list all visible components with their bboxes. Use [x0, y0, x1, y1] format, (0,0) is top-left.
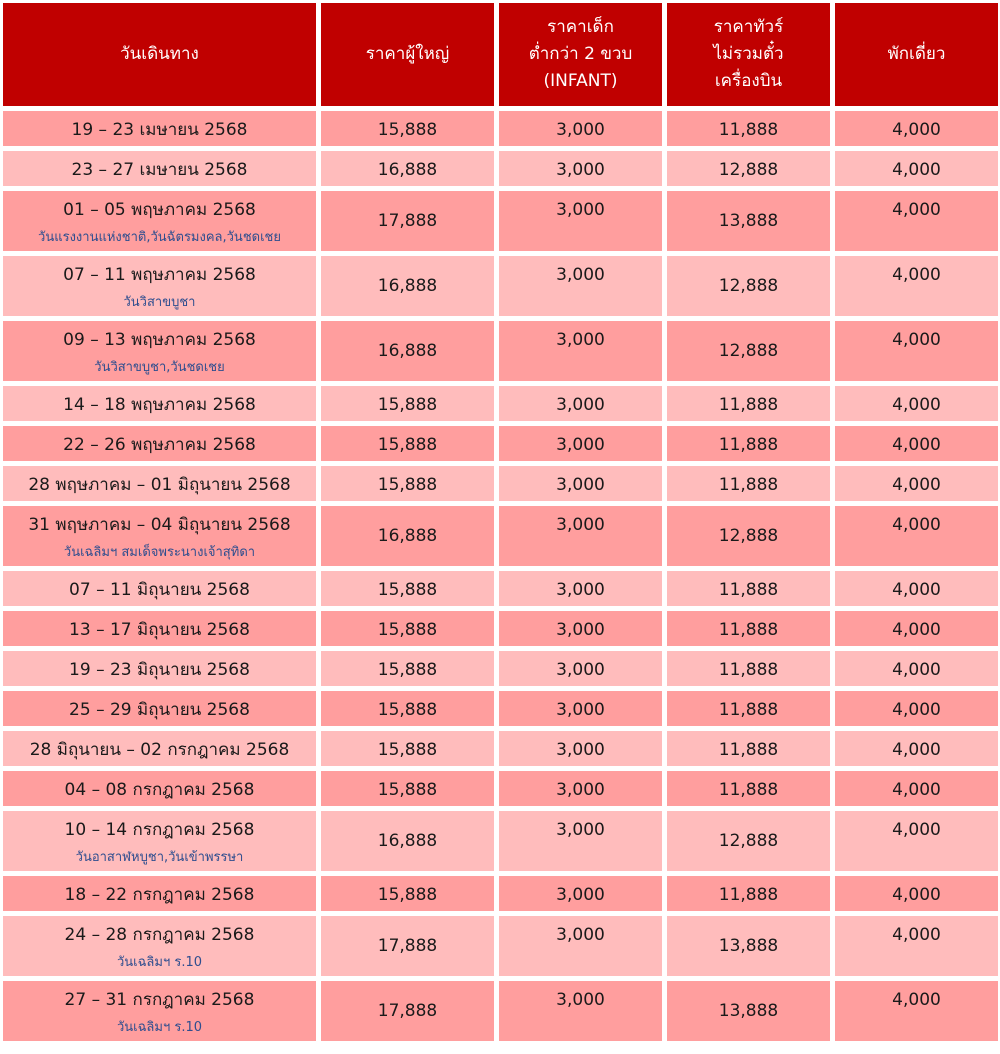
cell-single — [835, 771, 998, 806]
price-value: 4,000 — [892, 885, 941, 905]
cell-adult — [321, 466, 494, 501]
travel-date: 10 – 14 กรกฎาคม 2568 — [64, 820, 255, 840]
travel-date: 07 – 11 มิถุนายน 2568 — [69, 580, 250, 600]
cell-date — [3, 611, 316, 646]
price-value: 17,888 — [377, 936, 438, 956]
cell-infant — [499, 691, 662, 726]
price-value: 3,000 — [556, 820, 605, 840]
header-line: วันเดินทาง — [120, 44, 199, 64]
price-value: 3,000 — [556, 925, 605, 945]
cell-tour-only — [667, 466, 830, 501]
price-value: 3,000 — [556, 580, 605, 600]
price-value: 16,888 — [377, 526, 438, 546]
cell-infant — [499, 386, 662, 421]
price-value: 16,888 — [377, 160, 438, 180]
holiday-note: วันเฉลิมฯ สมเด็จพระนางเจ้าสุทิดา — [63, 545, 256, 560]
cell-single — [835, 691, 998, 726]
header-infant — [499, 3, 662, 106]
cell-date — [3, 256, 316, 316]
price-value: 4,000 — [892, 515, 941, 535]
cell-tour-only — [667, 876, 830, 911]
header-single — [835, 3, 998, 106]
cell-infant — [499, 151, 662, 186]
price-value: 17,888 — [377, 1001, 438, 1021]
cell-adult — [321, 426, 494, 461]
price-value: 3,000 — [556, 700, 605, 720]
header-line: เครื่องบิน — [714, 71, 783, 91]
price-value: 13,888 — [718, 936, 779, 956]
cell-infant — [499, 876, 662, 911]
cell-single — [835, 731, 998, 766]
cell-infant — [499, 981, 662, 1041]
travel-date: 24 – 28 กรกฎาคม 2568 — [64, 925, 255, 945]
cell-adult — [321, 256, 494, 316]
header-line: ไม่รวมตั๋ว — [713, 44, 784, 64]
cell-adult — [321, 981, 494, 1041]
header-line: ราคาผู้ใหญ่ — [365, 44, 450, 64]
cell-infant — [499, 321, 662, 381]
cell-tour-only — [667, 321, 830, 381]
cell-infant — [499, 731, 662, 766]
cell-date — [3, 981, 316, 1041]
holiday-note: วันวิสาขบูชา,วันชดเชย — [94, 360, 225, 375]
cell-infant — [499, 611, 662, 646]
price-value: 4,000 — [892, 740, 941, 760]
price-value: 15,888 — [377, 740, 438, 760]
cell-date — [3, 466, 316, 501]
cell-adult — [321, 611, 494, 646]
price-value: 17,888 — [377, 211, 438, 231]
cell-tour-only — [667, 111, 830, 146]
cell-infant — [499, 771, 662, 806]
holiday-note: วันเฉลิมฯ ร.10 — [116, 1020, 203, 1035]
cell-date — [3, 506, 316, 566]
cell-single — [835, 191, 998, 251]
cell-single — [835, 256, 998, 316]
cell-adult — [321, 321, 494, 381]
price-value: 4,000 — [892, 820, 941, 840]
cell-tour-only — [667, 731, 830, 766]
cell-infant — [499, 571, 662, 606]
cell-adult — [321, 191, 494, 251]
cell-tour-only — [667, 506, 830, 566]
cell-tour-only — [667, 611, 830, 646]
price-value: 15,888 — [377, 475, 438, 495]
travel-date: 23 – 27 เมษายน 2568 — [71, 160, 248, 180]
holiday-note: วันวิสาขบูชา — [123, 295, 196, 310]
price-value: 11,888 — [718, 620, 779, 640]
cell-single — [835, 876, 998, 911]
travel-date: 28 พฤษภาคม – 01 มิถุนายน 2568 — [28, 475, 291, 495]
price-value: 4,000 — [892, 660, 941, 680]
price-value: 3,000 — [556, 435, 605, 455]
price-value: 11,888 — [718, 885, 779, 905]
price-value: 3,000 — [556, 395, 605, 415]
cell-single — [835, 321, 998, 381]
price-value: 11,888 — [718, 395, 779, 415]
price-value: 3,000 — [556, 475, 605, 495]
price-value: 3,000 — [556, 200, 605, 220]
cell-adult — [321, 916, 494, 976]
cell-adult — [321, 111, 494, 146]
price-value: 11,888 — [718, 700, 779, 720]
header-line: พักเดี่ยว — [887, 44, 946, 64]
cell-date — [3, 876, 316, 911]
price-value: 12,888 — [718, 831, 779, 851]
price-value: 11,888 — [718, 120, 779, 140]
price-value: 3,000 — [556, 515, 605, 535]
cell-date — [3, 771, 316, 806]
price-value: 3,000 — [556, 160, 605, 180]
cell-infant — [499, 111, 662, 146]
travel-date: 22 – 26 พฤษภาคม 2568 — [63, 435, 256, 455]
price-value: 15,888 — [377, 620, 438, 640]
price-value: 13,888 — [718, 211, 779, 231]
price-value: 16,888 — [377, 276, 438, 296]
cell-tour-only — [667, 691, 830, 726]
travel-date: 19 – 23 มิถุนายน 2568 — [69, 660, 250, 680]
price-value: 4,000 — [892, 700, 941, 720]
holiday-note: วันอาสาฬหบูชา,วันเข้าพรรษา — [75, 850, 244, 865]
cell-single — [835, 386, 998, 421]
cell-single — [835, 651, 998, 686]
cell-adult — [321, 571, 494, 606]
header-line: ราคาทัวร์ — [713, 17, 784, 37]
price-value: 3,000 — [556, 265, 605, 285]
cell-infant — [499, 506, 662, 566]
cell-infant — [499, 651, 662, 686]
cell-date — [3, 426, 316, 461]
price-value: 4,000 — [892, 395, 941, 415]
price-value: 11,888 — [718, 580, 779, 600]
price-value: 3,000 — [556, 660, 605, 680]
price-value: 3,000 — [556, 990, 605, 1010]
cell-infant — [499, 426, 662, 461]
price-value: 15,888 — [377, 395, 438, 415]
cell-tour-only — [667, 916, 830, 976]
cell-date — [3, 731, 316, 766]
travel-date: 07 – 11 พฤษภาคม 2568 — [63, 265, 256, 285]
cell-single — [835, 611, 998, 646]
cell-tour-only — [667, 191, 830, 251]
price-value: 4,000 — [892, 475, 941, 495]
price-value: 3,000 — [556, 620, 605, 640]
price-value: 4,000 — [892, 925, 941, 945]
cell-tour-only — [667, 771, 830, 806]
travel-date: 09 – 13 พฤษภาคม 2568 — [63, 330, 256, 350]
cell-single — [835, 811, 998, 871]
price-value: 4,000 — [892, 620, 941, 640]
price-value: 3,000 — [556, 330, 605, 350]
cell-adult — [321, 876, 494, 911]
price-value: 4,000 — [892, 435, 941, 455]
price-value: 11,888 — [718, 475, 779, 495]
travel-date: 14 – 18 พฤษภาคม 2568 — [63, 395, 256, 415]
travel-date: 18 – 22 กรกฎาคม 2568 — [64, 885, 255, 905]
cell-date — [3, 151, 316, 186]
price-value: 3,000 — [556, 120, 605, 140]
cell-date — [3, 571, 316, 606]
travel-date: 01 – 05 พฤษภาคม 2568 — [63, 200, 256, 220]
price-value: 4,000 — [892, 160, 941, 180]
price-value: 12,888 — [718, 276, 779, 296]
cell-adult — [321, 691, 494, 726]
cell-date — [3, 191, 316, 251]
price-value: 3,000 — [556, 780, 605, 800]
price-value: 15,888 — [377, 435, 438, 455]
header-adult — [321, 3, 494, 106]
cell-single — [835, 571, 998, 606]
cell-adult — [321, 651, 494, 686]
holiday-note: วันแรงงานแห่งชาติ,วันฉัตรมงคล,วันชดเชย — [38, 230, 281, 245]
cell-infant — [499, 256, 662, 316]
header-tour-only — [667, 3, 830, 106]
price-value: 15,888 — [377, 580, 438, 600]
price-value: 3,000 — [556, 885, 605, 905]
price-value: 15,888 — [377, 700, 438, 720]
cell-tour-only — [667, 811, 830, 871]
price-value: 13,888 — [718, 1001, 779, 1021]
cell-adult — [321, 731, 494, 766]
cell-date — [3, 811, 316, 871]
price-value: 15,888 — [377, 660, 438, 680]
cell-infant — [499, 466, 662, 501]
cell-infant — [499, 811, 662, 871]
price-value: 12,888 — [718, 526, 779, 546]
price-value: 15,888 — [377, 120, 438, 140]
price-value: 11,888 — [718, 660, 779, 680]
cell-tour-only — [667, 256, 830, 316]
cell-adult — [321, 151, 494, 186]
header-line: (INFANT) — [543, 71, 618, 91]
price-value: 4,000 — [892, 330, 941, 350]
price-value: 4,000 — [892, 780, 941, 800]
header-line: ราคาเด็ก — [547, 17, 614, 37]
price-value: 16,888 — [377, 831, 438, 851]
cell-date — [3, 386, 316, 421]
travel-date: 25 – 29 มิถุนายน 2568 — [69, 700, 250, 720]
cell-infant — [499, 916, 662, 976]
price-value: 11,888 — [718, 740, 779, 760]
header-line: ต่ำกว่า 2 ขวบ — [528, 44, 633, 64]
cell-tour-only — [667, 571, 830, 606]
price-value: 4,000 — [892, 580, 941, 600]
cell-tour-only — [667, 151, 830, 186]
price-value: 15,888 — [377, 885, 438, 905]
price-value: 15,888 — [377, 780, 438, 800]
price-value: 12,888 — [718, 160, 779, 180]
cell-single — [835, 151, 998, 186]
travel-date: 27 – 31 กรกฎาคม 2568 — [64, 990, 255, 1010]
price-value: 4,000 — [892, 120, 941, 140]
cell-single — [835, 111, 998, 146]
travel-date: 19 – 23 เมษายน 2568 — [71, 120, 248, 140]
price-value: 4,000 — [892, 265, 941, 285]
cell-adult — [321, 506, 494, 566]
price-value: 11,888 — [718, 780, 779, 800]
cell-tour-only — [667, 426, 830, 461]
cell-tour-only — [667, 981, 830, 1041]
cell-tour-only — [667, 651, 830, 686]
cell-single — [835, 466, 998, 501]
travel-date: 04 – 08 กรกฎาคม 2568 — [64, 780, 255, 800]
travel-date: 31 พฤษภาคม – 04 มิถุนายน 2568 — [28, 515, 291, 535]
header-date — [3, 3, 316, 106]
cell-date — [3, 651, 316, 686]
price-value: 12,888 — [718, 341, 779, 361]
price-value: 4,000 — [892, 200, 941, 220]
cell-single — [835, 426, 998, 461]
cell-single — [835, 916, 998, 976]
cell-adult — [321, 771, 494, 806]
cell-single — [835, 506, 998, 566]
price-value: 11,888 — [718, 435, 779, 455]
cell-date — [3, 691, 316, 726]
cell-date — [3, 916, 316, 976]
price-value: 4,000 — [892, 990, 941, 1010]
price-value: 3,000 — [556, 740, 605, 760]
cell-tour-only — [667, 386, 830, 421]
cell-date — [3, 111, 316, 146]
travel-date: 28 มิถุนายน – 02 กรกฎาคม 2568 — [29, 740, 290, 760]
travel-date: 13 – 17 มิถุนายน 2568 — [69, 620, 250, 640]
cell-infant — [499, 191, 662, 251]
cell-adult — [321, 386, 494, 421]
cell-date — [3, 321, 316, 381]
price-value: 16,888 — [377, 341, 438, 361]
holiday-note: วันเฉลิมฯ ร.10 — [116, 955, 203, 970]
cell-adult — [321, 811, 494, 871]
cell-single — [835, 981, 998, 1041]
